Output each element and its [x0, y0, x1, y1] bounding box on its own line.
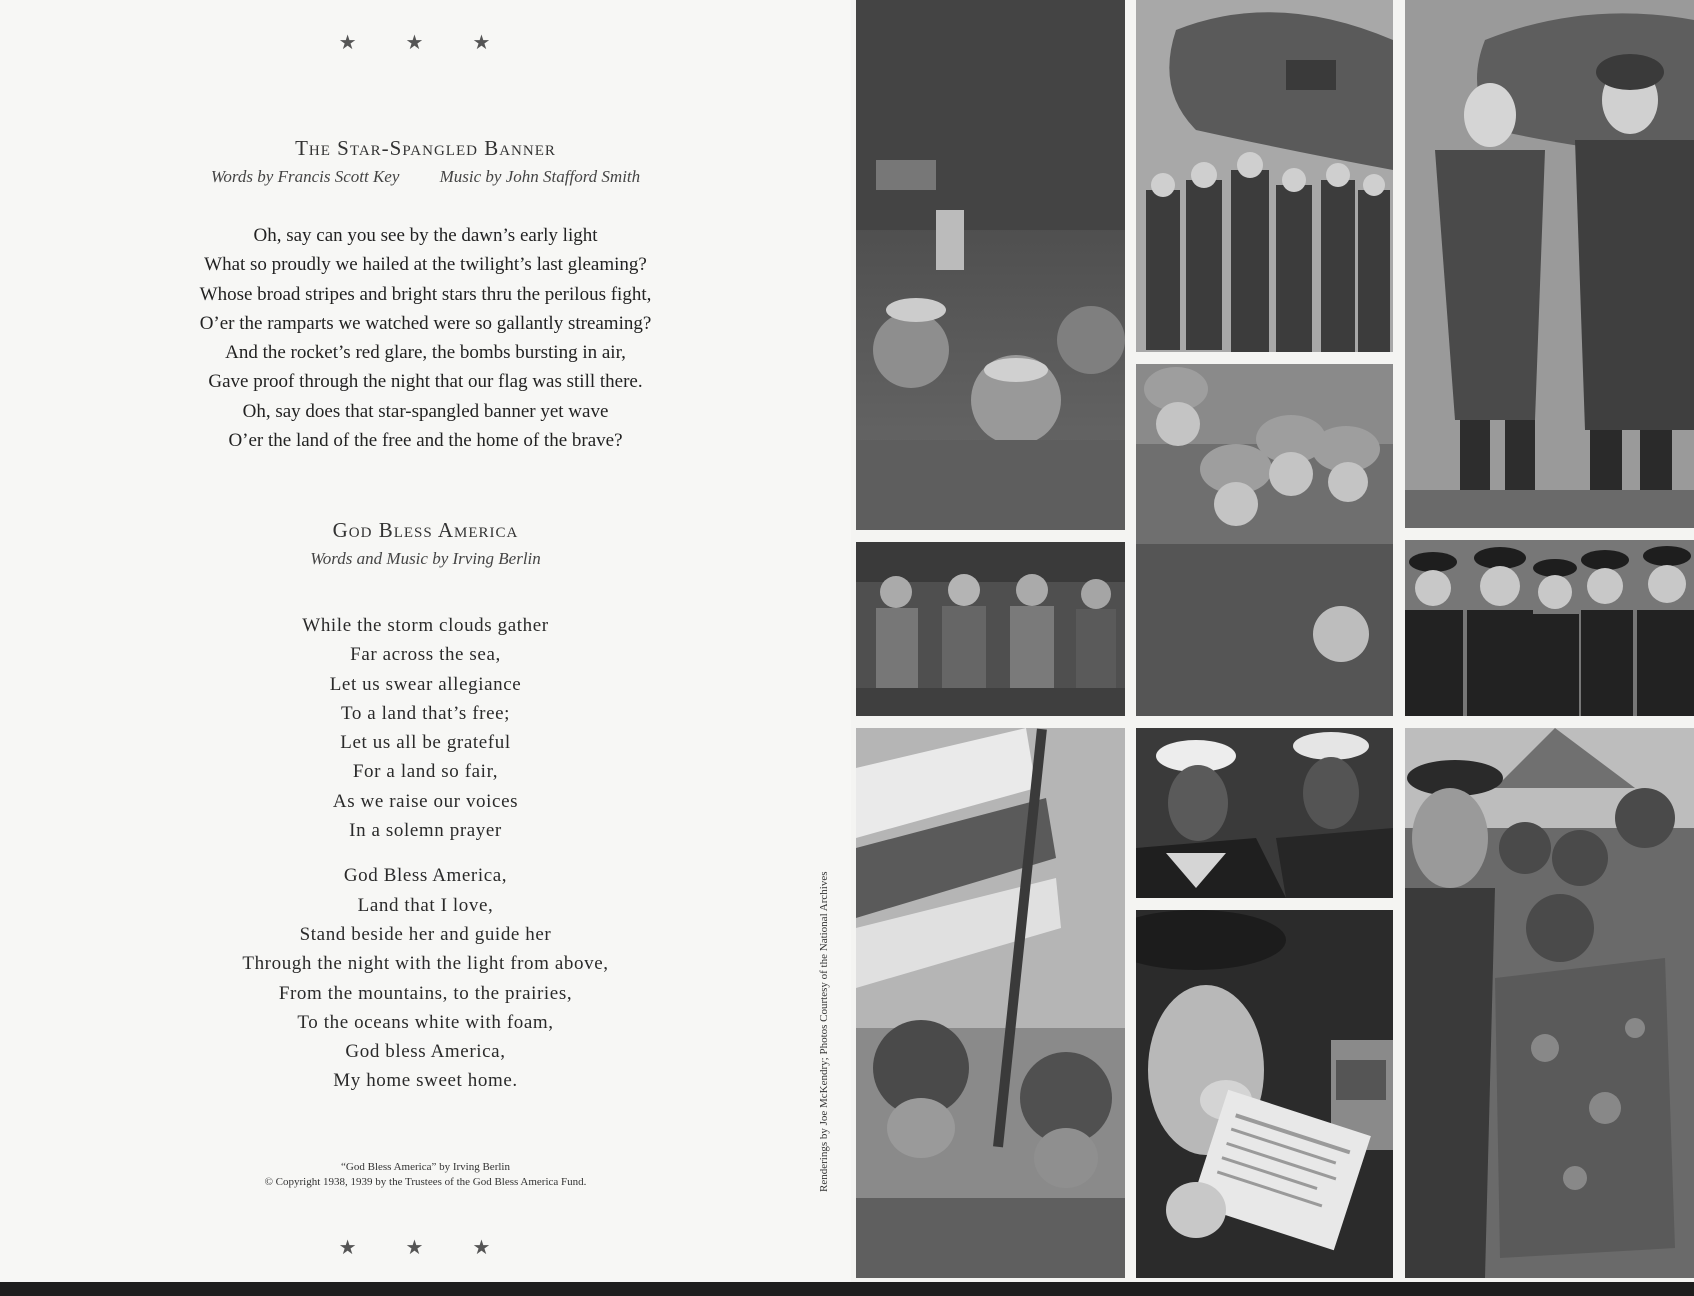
lyric-line: While the storm clouds gather [302, 615, 549, 636]
lyric-line: What so proudly we hailed at the twilight’s last gleaming? [204, 254, 647, 276]
lyric-line: To a land that’s free; [340, 702, 511, 724]
child-war-bond-photo [1136, 910, 1393, 1278]
page-bottom-edge [0, 1282, 1694, 1296]
gba-credit: Words and Music by Irving Berlin [310, 549, 541, 568]
lyric-line: Far across the sea, [350, 644, 501, 666]
lyric-line: Gave proof through the night that our flag was still there. [208, 371, 643, 393]
god-bless-america-section [0, 518, 851, 1096]
general-troops-photo [1405, 728, 1694, 1278]
lyric-line: As we raise our voices [332, 790, 519, 812]
lyric-line: God bless America, [345, 1041, 506, 1063]
star-spangled-banner-section [0, 136, 851, 455]
copyright-line: © Copyright 1938, 1939 by the Trustees of the God Bless America Fund. [264, 1176, 587, 1188]
lyric-line: My home sweet home. [333, 1070, 518, 1092]
lyric-line: Through the night with the light from above, [242, 953, 609, 975]
photo-credit: Renderings by Joe McKendry; Photos Courtesy of the National Archives [818, 871, 830, 1192]
lyric-line: God Bless America, [343, 865, 508, 887]
navy-officers-photo [1405, 540, 1694, 716]
lyric-line: For a land so fair, [352, 761, 499, 783]
lyric-line: Whose broad stripes and bright stars thru the perilous fight, [199, 283, 652, 305]
women-workers-photo [856, 542, 1125, 716]
soldiers-helmets-photo [1136, 364, 1393, 716]
anthem-words-credit: Words by Francis Scott Key [210, 167, 400, 186]
lyric-line: To the oceans white with foam, [297, 1011, 554, 1033]
copyright-notice [0, 1160, 851, 1190]
sailors-photo [1136, 728, 1393, 898]
lyric-line: Stand beside her and guide her [299, 923, 552, 945]
gba-verse [0, 611, 851, 845]
bomber-crew-photo [1136, 0, 1393, 352]
flag-raising-photo [856, 728, 1125, 1278]
lyric-line: Let us all be grateful [340, 732, 511, 754]
left-page [0, 0, 851, 1282]
lyric-line: Let us swear allegiance [329, 673, 522, 695]
anthem-lyrics [0, 221, 851, 455]
gba-title: God Bless America [332, 518, 519, 542]
lyric-line: Land that I love, [357, 894, 494, 916]
anthem-music-credit: Music by John Stafford Smith [439, 167, 641, 186]
lyric-line: And the rocket’s red glare, the bombs bursting in air, [225, 342, 626, 364]
lyric-line: Oh, say can you see by the dawn’s early light [253, 225, 598, 246]
copyright-line: “God Bless America” by Irving Berlin [341, 1161, 510, 1173]
stars-ornament-top: ★ ★ ★ [338, 32, 513, 54]
lyric-line: In a solemn prayer [349, 820, 502, 842]
lyric-line: Oh, say does that star-spangled banner yet wave [242, 400, 609, 422]
photo-collage-page [851, 0, 1694, 1282]
lyric-line: O’er the ramparts we watched were so gallantly streaming? [199, 312, 652, 334]
stars-ornament-bottom: ★ ★ ★ [338, 1237, 513, 1259]
women-pilots-photo [1405, 0, 1694, 528]
lyric-line: From the mountains, to the prairies, [278, 982, 573, 1004]
anthem-credits [0, 167, 851, 187]
lyric-line: O’er the land of the free and the home of the brave? [228, 430, 623, 452]
anthem-title: The Star-Spangled Banner [295, 136, 556, 160]
airmen-celebrating-photo [856, 0, 1125, 530]
gba-chorus [0, 861, 851, 1095]
